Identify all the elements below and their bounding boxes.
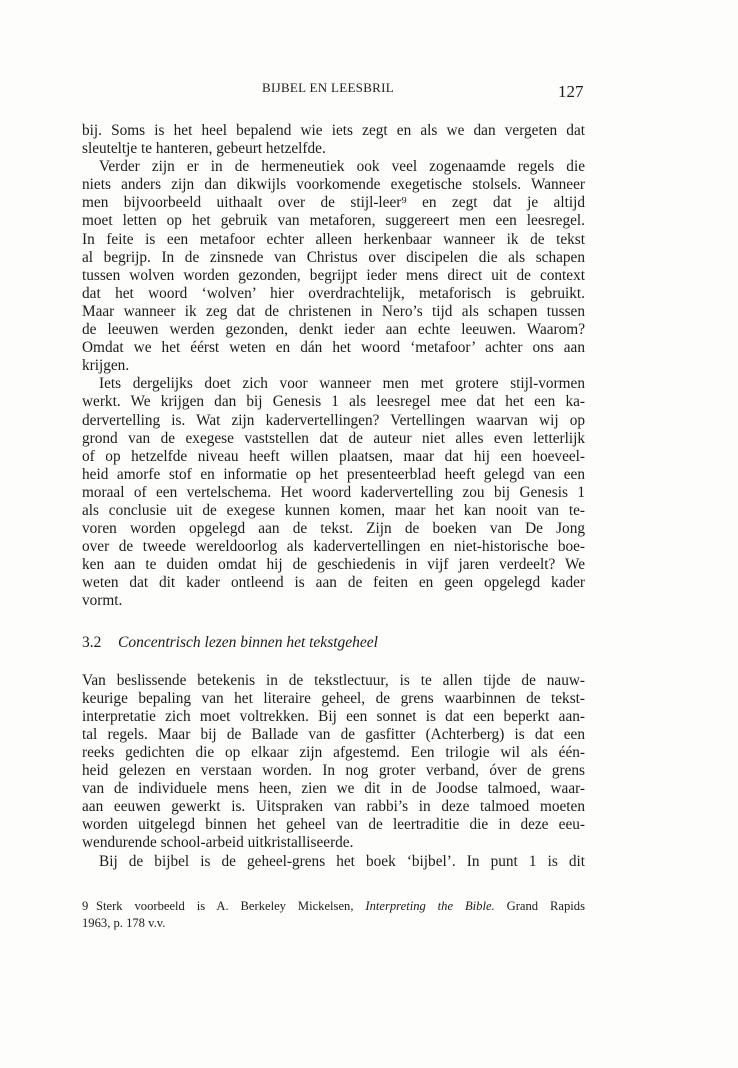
text-line: Verder zijn er in de hermeneutiek ook veel zogenaamde regels die [99, 158, 585, 176]
section-paragraphs [82, 672, 585, 871]
text-line: niets anders zijn dan dikwijls voorkomende exegetische stolsels. Wanneer [82, 176, 585, 194]
text-line: moraal of een vertelschema. Het woord kadervertelling zou bij Genesis 1 [82, 483, 585, 501]
page-number: 127 [558, 82, 584, 101]
text-line: aan eeuwen gewerkt is. Uitspraken van rabbi’s in deze talmoed moeten [82, 798, 585, 816]
text-line: interpretatie zich moet voltrekken. Bij een sonnet is dat een beperkt aan- [82, 707, 585, 725]
text-line: In feite is een metafoor echter alleen herkenbaar wanneer ik de tekst [82, 230, 585, 248]
text-line: Omdat we het éérst weten en dán het woord ‘metafoor’ achter ons aan [82, 339, 585, 357]
running-head: BIJBEL EN LEESBRIL [262, 80, 395, 95]
section-title: Concentrisch lezen binnen het tekstgeheel [118, 633, 378, 651]
text-line: ken aan te duiden omdat hij de geschiedenis in vijf jaren verdeelt? We [82, 556, 585, 574]
footnote [82, 898, 585, 932]
text-line: dat het woord ‘wolven’ hier overdrachtelijk, metaforisch is gebruikt. [82, 284, 585, 302]
text-line: dervertelling is. Wat zijn kadervertellingen? Vertellingen waarvan wij op [82, 411, 585, 429]
text-line: wendurende school-arbeid uitkristalliseerde. [82, 834, 354, 852]
text-line: van de individuele mens heen, zien we dit in de Joodse talmoed, waar- [82, 780, 585, 798]
text-line: over de tweede wereldoorlog als kadervertellingen en niet-historische boe- [82, 538, 585, 556]
text-line: moet letten op het gebruik van metaforen, suggereert men een leesregel. [82, 212, 585, 230]
footnote-line: 1963, p. 178 v.v. [82, 916, 166, 930]
text-line: bij. Soms is het heel bepalend wie iets zegt en als we dan vergeten dat [82, 122, 585, 139]
text-line: reeks gedichten die op elkaar zijn afgestemd. Een trilogie wil als één- [82, 744, 585, 761]
footnote-book-title: Interpreting the Bible. [365, 899, 495, 913]
footnote-number: 9 [82, 899, 89, 913]
text-line: voren worden opgelegd aan de tekst. Zijn de boeken van De Jong [82, 520, 585, 538]
section-gap [82, 611, 585, 624]
text-line: vormt. [82, 592, 123, 610]
text-line: sleuteltje te hanteren, gebeurt hetzelfde. [82, 140, 326, 158]
text-line: grond van de exegese vaststellen dat de auteur niet alles even letterlijk [82, 429, 585, 447]
text-line: Maar wanneer ik zeg dat de christenen in Nero’s tijd als schapen tussen [82, 302, 585, 320]
main-text [82, 122, 585, 871]
footnote-line [82, 898, 585, 915]
text-line: werkt. We krijgen dan bij Genesis 1 als leesregel mee dat het een ka- [82, 393, 585, 411]
footnote-text: Sterk voorbeeld is A. Berkeley Mickelsen, [96, 899, 354, 913]
footnote-publisher: Grand Rapids [506, 899, 585, 913]
text-line: krijgen. [82, 357, 130, 375]
text-line: weten dat dit kader ontleend is aan de feiten en geen opgelegd kader [82, 574, 585, 592]
text-line: de leeuwen werden gezonden, denkt ieder aan echte leeuwen. Waarom? [82, 321, 585, 339]
section-number: 3.2 [82, 633, 102, 651]
text-line: Iets dergelijks doet zich voor wanneer men met grotere stijl-vormen [99, 375, 585, 393]
text-line: men bijvoorbeeld uithaalt over de stijl-leer⁹ en zegt dat je altijd [82, 194, 585, 212]
text-line: of op hetzelfde niveau heeft willen plaatsen, maar dat hij een hoeveel- [82, 447, 585, 465]
text-line: worden uitgelegd binnen het geheel van de leertraditie die in deze eeu- [82, 816, 585, 834]
section-heading [82, 634, 585, 652]
text-line: tal regels. Maar bij de Ballade van de gasfitter (Achterberg) is dat een [82, 725, 585, 743]
text-line: Van beslissende betekenis in de tekstlectuur, is te allen tijde de nauw- [82, 671, 585, 689]
text-line: heid gelezen en verstaan worden. In nog groter verband, óver de grens [82, 762, 585, 780]
text-line: tussen wolven worden gezonden, begrijpt ieder mens direct uit de context [82, 266, 585, 284]
text-line: Bij de bijbel is de geheel-grens het boek ‘bijbel’. In punt 1 is dit [99, 852, 585, 870]
text-line: als conclusie uit de exegese kunnen komen, maar het kan nooit van te- [82, 501, 585, 519]
body-paragraphs [82, 122, 585, 611]
text-line: heid amorfe stof en informatie op het presenteerblad heeft gelegd van een [82, 465, 585, 483]
text-line: al begrijp. In de zinsnede van Christus over discipelen die als schapen [82, 248, 585, 266]
text-line: keurige bepaling van het literaire geheel, de grens waarbinnen de tekst- [82, 689, 585, 707]
